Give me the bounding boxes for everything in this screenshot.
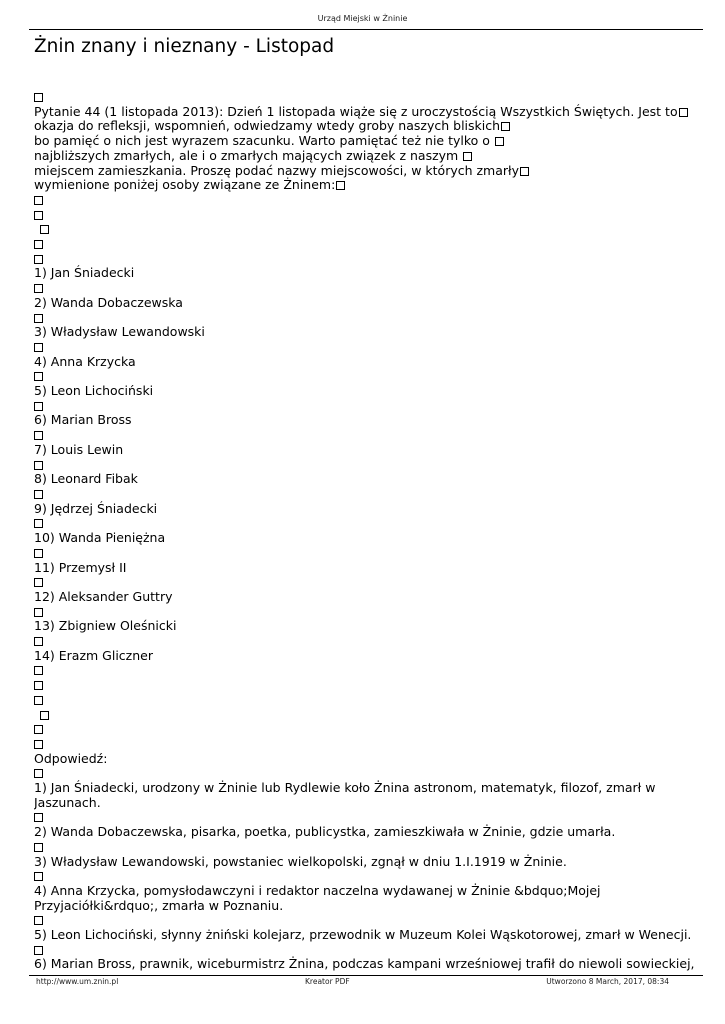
header-rule bbox=[29, 29, 703, 30]
question-line: wymienione poniżej osoby związane ze Żninem: bbox=[34, 178, 699, 193]
missing-glyph-box bbox=[34, 608, 43, 617]
question-line: najbliższych zmarłych, ale i o zmarłych mających związek z naszym bbox=[34, 149, 699, 164]
missing-glyph-box bbox=[501, 122, 510, 131]
answer-item: 4) Anna Krzycka, pomysłodawczyni i redaktor naczelna wydawanej w Żninie &bdquo;Mojej Przyjaciółki&rdquo;, zmarła w Poznaniu. bbox=[34, 882, 601, 913]
missing-glyph-box bbox=[34, 843, 43, 852]
missing-glyph-box bbox=[34, 93, 43, 102]
missing-glyph-box bbox=[34, 637, 43, 646]
missing-glyph-box bbox=[34, 725, 43, 734]
missing-glyph-box bbox=[679, 108, 688, 117]
missing-glyph-box bbox=[520, 167, 529, 176]
person-item: 1) Jan Śniadecki bbox=[34, 265, 135, 281]
missing-glyph-box bbox=[34, 916, 43, 925]
missing-glyph-box bbox=[34, 740, 43, 749]
missing-glyph-box bbox=[34, 872, 43, 881]
missing-glyph-box bbox=[34, 284, 43, 293]
question-line: okazja do refleksji, wspomnień, odwiedzamy wtedy groby naszych bliskich bbox=[34, 119, 699, 134]
person-item: 9) Jędrzej Śniadecki bbox=[34, 500, 158, 516]
answer-item: 5) Leon Lichociński, słynny żniński kolejarz, przewodnik w Muzeum Kolei Wąskotorowej, zmarł w Wenecji. bbox=[34, 927, 692, 943]
missing-glyph-box bbox=[34, 578, 43, 587]
person-item: 11) Przemysł II bbox=[34, 559, 127, 575]
person-item: 13) Zbigniew Oleśnicki bbox=[34, 618, 177, 634]
person-item: 4) Anna Krzycka bbox=[34, 353, 136, 369]
article-body bbox=[34, 90, 699, 973]
missing-glyph-box bbox=[34, 255, 43, 264]
person-item: 6) Marian Bross bbox=[34, 412, 132, 428]
missing-glyph-box bbox=[34, 549, 43, 558]
person-item: 3) Władysław Lewandowski bbox=[34, 324, 205, 340]
missing-glyph-box bbox=[34, 196, 43, 205]
missing-glyph-box bbox=[34, 402, 43, 411]
question-line: bo pamięć o nich jest wyrazem szacunku. Warto pamiętać też nie tylko o bbox=[34, 134, 699, 149]
missing-glyph-box bbox=[34, 431, 43, 440]
missing-glyph-box bbox=[34, 461, 43, 470]
missing-glyph-box bbox=[40, 225, 49, 234]
missing-glyph-box bbox=[34, 490, 43, 499]
missing-glyph-box bbox=[34, 240, 43, 249]
missing-glyph-box bbox=[34, 696, 43, 705]
missing-glyph-box bbox=[34, 813, 43, 822]
question-line: miejscem zamieszkania. Proszę podać nazwy miejscowości, w których zmarły bbox=[34, 164, 699, 179]
missing-glyph-box bbox=[34, 372, 43, 381]
missing-glyph-box bbox=[34, 769, 43, 778]
document-header: Urząd Miejski w Żninie bbox=[317, 14, 408, 23]
answer-item: 3) Władysław Lewandowski, powstaniec wielkopolski, zgnął w dniu 1.I.1919 w Żninie. bbox=[34, 853, 567, 869]
person-item: 7) Louis Lewin bbox=[34, 441, 124, 457]
answer-item: 6) Marian Bross, prawnik, wiceburmistrz Żnina, podczas kampani wrześniowej trafił do niewoli sowieckiej, bbox=[34, 956, 695, 972]
footer-generator: Kreator PDF bbox=[305, 977, 350, 986]
missing-glyph-box bbox=[34, 211, 43, 220]
article-text-line bbox=[34, 90, 699, 105]
missing-glyph-box bbox=[34, 314, 43, 323]
missing-glyph-box bbox=[495, 137, 504, 146]
person-item: 8) Leonard Fibak bbox=[34, 471, 138, 487]
person-item: 10) Wanda Pieniężna bbox=[34, 530, 166, 546]
missing-glyph-box bbox=[463, 152, 472, 161]
person-item: 5) Leon Lichociński bbox=[34, 383, 154, 399]
answer-item: 2) Wanda Dobaczewska, pisarka, poetka, publicystka, zamieszkiwała w Żninie, gdzie umarła. bbox=[34, 824, 616, 840]
answer-item: 1) Jan Śniadecki, urodzony w Żninie lub Rydlewie koło Żnina astronom, matematyk, filozof, zmarł w Jaszunach. bbox=[34, 780, 656, 810]
person-item: 14) Erazm Gliczner bbox=[34, 647, 153, 663]
missing-glyph-box bbox=[336, 181, 345, 190]
page-title: Żnin znany i nieznany - Listopad bbox=[34, 36, 335, 57]
missing-glyph-box bbox=[34, 666, 43, 675]
person-item: 12) Aleksander Guttry bbox=[34, 588, 173, 604]
missing-glyph-box bbox=[34, 946, 43, 955]
footer-rule bbox=[29, 975, 703, 976]
question-line: Pytanie 44 (1 listopada 2013): Dzień 1 listopada wiąże się z uroczystością Wszystkich Świętych. Jest to bbox=[34, 105, 699, 120]
missing-glyph-box bbox=[40, 711, 49, 720]
answer-heading: Odpowiedź: bbox=[34, 750, 108, 766]
person-item: 2) Wanda Dobaczewska bbox=[34, 294, 183, 310]
footer-url: http://www.um.znin.pl bbox=[36, 977, 119, 986]
missing-glyph-box bbox=[34, 681, 43, 690]
missing-glyph-box bbox=[34, 519, 43, 528]
footer-created-date: Utworzono 8 March, 2017, 08:34 bbox=[546, 977, 669, 986]
missing-glyph-box bbox=[34, 343, 43, 352]
